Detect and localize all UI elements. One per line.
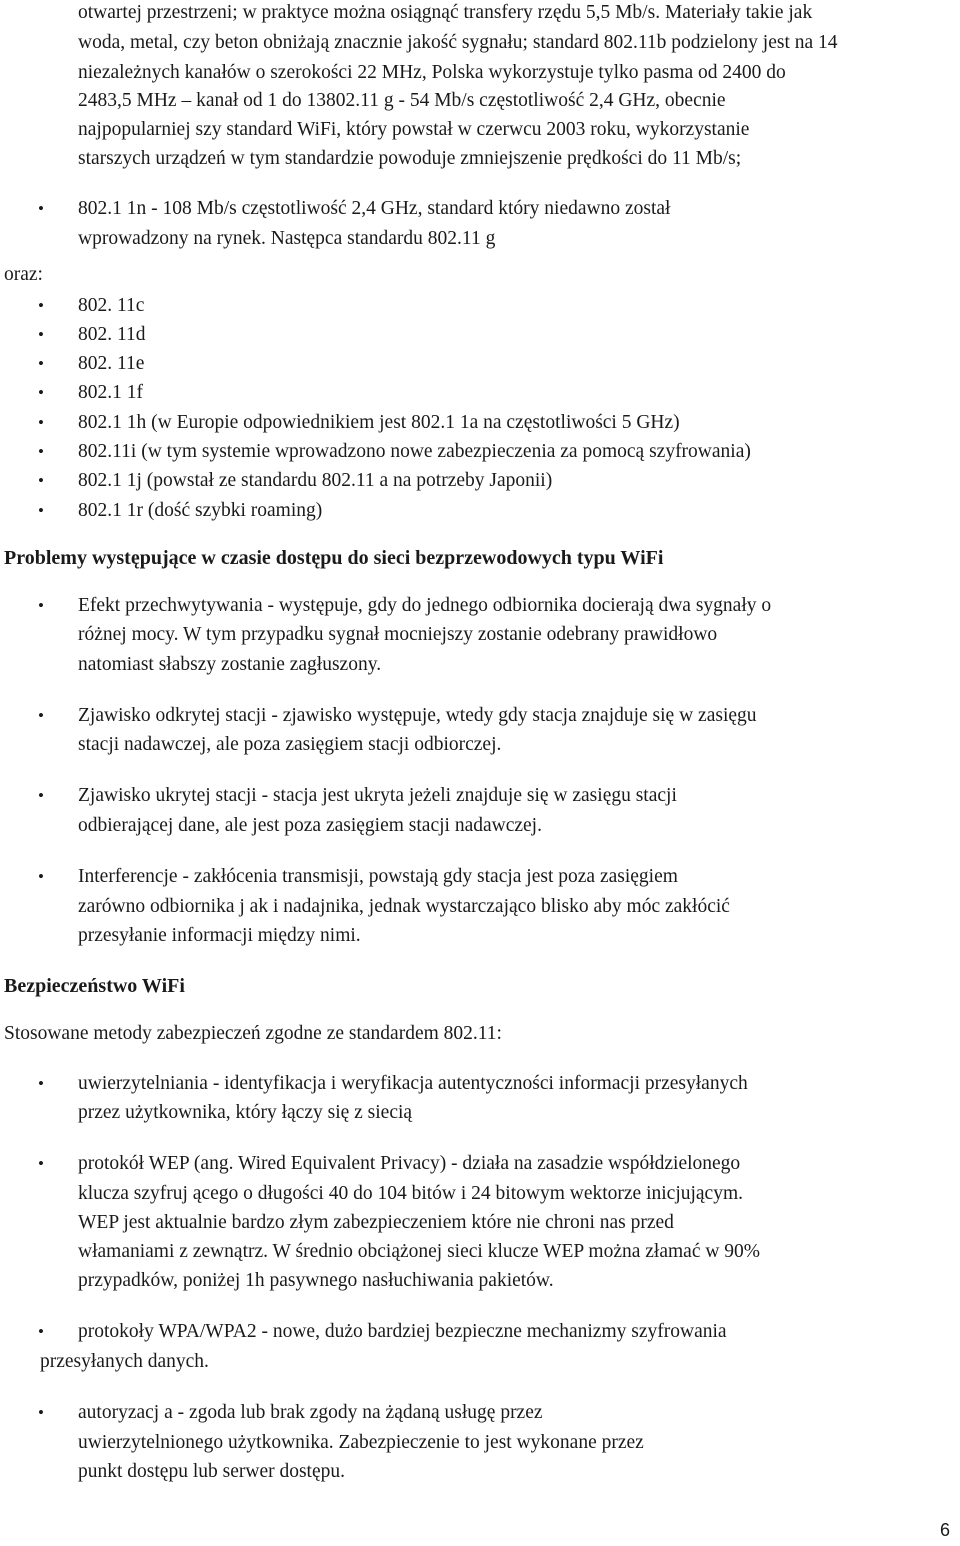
list-item: 802.1 1j (powstał ze standardu 802.11 a na potrzeby Japonii) — [78, 470, 553, 491]
list-item: 802.1 1f — [78, 382, 143, 403]
list-item-line: stacji nadawczej, ale poza zasięgiem stacji odbiorczej. — [78, 734, 502, 755]
list-item-line: Zjawisko odkrytej stacji - zjawisko występuje, wtedy gdy stacja znajduje się w zasięgu — [78, 705, 757, 726]
list-item-line: WEP jest aktualnie bardzo złym zabezpieczeniem które nie chroni nas przed — [78, 1212, 674, 1233]
list-item: 802.11i (w tym systemie wprowadzono nowe zabezpieczenia za pomocą szyfrowania) — [78, 441, 751, 462]
bullet-icon: • — [38, 325, 44, 344]
list-item: 802. 11d — [78, 324, 146, 345]
list-item-line: protokoły WPA/WPA2 - nowe, dużo bardziej bezpieczne mechanizmy szyfrowania — [78, 1321, 727, 1342]
list-item-line: Efekt przechwytywania - występuje, gdy do jednego odbiornika docierają dwa sygnały o — [78, 595, 772, 616]
bullet-icon: • — [38, 786, 44, 805]
oraz-label: oraz: — [4, 264, 43, 285]
intro-line: niezależnych kanałów o szerokości 22 MHz, Polska wykorzystuje tylko pasma od 2400 do — [78, 62, 786, 83]
intro-line: najpopularniej szy standard WiFi, który powstał w czerwcu 2003 roku, wykorzystanie — [78, 119, 750, 140]
bullet-icon: • — [38, 442, 44, 461]
page-number: 6 — [940, 1520, 951, 1540]
list-item-line: przez użytkownika, który łączy się z siecią — [78, 1102, 413, 1123]
list-item-line: Zjawisko ukrytej stacji - stacja jest ukryta jeżeli znajduje się w zasięgu stacji — [78, 785, 677, 806]
list-item-line: przesyłanie informacji między nimi. — [78, 925, 361, 946]
bullet-icon: • — [38, 501, 44, 520]
bullet-icon: • — [38, 383, 44, 402]
intro-line: otwartej przestrzeni; w praktyce można osiągnąć transfery rzędu 5,5 Mb/s. Materiały takie jak — [78, 2, 813, 23]
section-heading-problems: Problemy występujące w czasie dostępu do sieci bezprzewodowych typu WiFi — [4, 547, 664, 569]
bullet-icon: • — [38, 354, 44, 373]
list-item-line: uwierzytelnionego użytkownika. Zabezpieczenie to jest wykonane przez — [78, 1432, 644, 1453]
list-item-line: przypadków, poniżej 1h pasywnego nasłuchiwania pakietów. — [78, 1270, 554, 1291]
list-item: 802.1 1r (dość szybki roaming) — [78, 500, 323, 521]
bullet-icon: • — [38, 471, 44, 490]
section-heading-security: Bezpieczeństwo WiFi — [4, 975, 185, 997]
bullet-icon: • — [38, 199, 44, 218]
list-item-line: Interferencje - zakłócenia transmisji, powstają gdy stacja jest poza zasięgiem — [78, 866, 678, 887]
bullet-icon: • — [38, 596, 44, 615]
security-intro: Stosowane metody zabezpieczeń zgodne ze standardem 802.11: — [4, 1023, 502, 1044]
bullet-icon: • — [38, 413, 44, 432]
list-item-line: zarówno odbiornika j ak i nadajnika, jednak wystarczająco blisko aby móc zakłócić — [78, 896, 730, 917]
list-item-line: włamaniami z zewnątrz. W średnio obciążonej sieci klucze WEP można złamać w 90% — [78, 1241, 761, 1262]
list-item-line: autoryzacj a - zgoda lub brak zgody na żądaną usługę przez — [78, 1402, 543, 1423]
bullet-icon: • — [38, 1322, 44, 1341]
list-item-line: odbierającej dane, ale jest poza zasięgiem stacji nadawczej. — [78, 815, 542, 836]
list-item: 802.1 1h (w Europie odpowiednikiem jest 802.1 1a na częstotliwości 5 GHz) — [78, 412, 680, 433]
bullet-icon: • — [38, 1074, 44, 1093]
bullet-icon: • — [38, 1403, 44, 1422]
list-item-line: punkt dostępu lub serwer dostępu. — [78, 1461, 346, 1482]
list-item-line: klucza szyfruj ącego o długości 40 do 104 bitów i 24 bitowym wektorze inicjującym. — [78, 1183, 744, 1204]
bullet-icon: • — [38, 706, 44, 725]
intro-line: 2483,5 MHz – kanał od 1 do 13802.11 g - 54 Mb/s częstotliwość 2,4 GHz, obecnie — [78, 90, 726, 111]
list-item-line: różnej mocy. W tym przypadku sygnał mocniejszy zostanie odebrany prawidłowo — [78, 624, 718, 645]
intro-line: woda, metal, czy beton obniżają znacznie jakość sygnału; standard 802.11b podzielony jest na 14 — [78, 32, 838, 53]
list-item: 802. 11e — [78, 353, 145, 374]
list-item-line: protokół WEP (ang. Wired Equivalent Privacy) - działa na zasadzie współdzielonego — [78, 1153, 741, 1174]
bullet-icon: • — [38, 867, 44, 886]
list-item-line: natomiast słabszy zostanie zagłuszony. — [78, 654, 382, 675]
bullet-icon: • — [38, 296, 44, 315]
list-item-line: wprowadzony na rynek. Następca standardu 802.11 g — [78, 228, 496, 249]
list-item: 802. 11c — [78, 295, 145, 316]
bullet-icon: • — [38, 1154, 44, 1173]
list-item-line: uwierzytelniania - identyfikacja i weryfikacja autentyczności informacji przesyłanych — [78, 1073, 748, 1094]
intro-line: starszych urządzeń w tym standardzie powoduje zmniejszenie prędkości do 11 Mb/s; — [78, 148, 742, 169]
list-item-line: przesyłanych danych. — [40, 1351, 209, 1372]
list-item-line: 802.1 1n - 108 Mb/s częstotliwość 2,4 GHz, standard który niedawno został — [78, 198, 671, 219]
